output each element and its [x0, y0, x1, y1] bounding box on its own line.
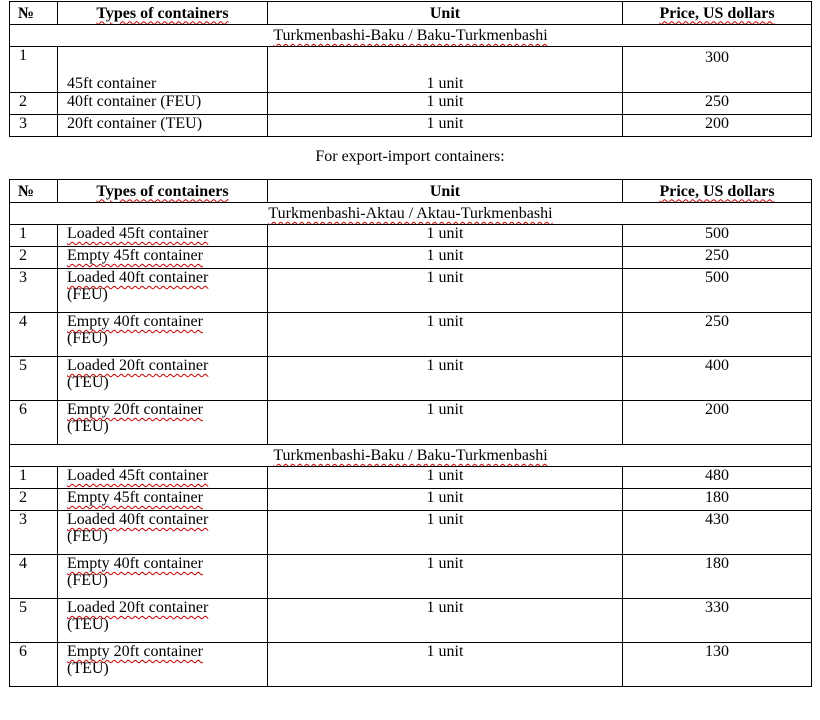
row-type: Empty 45ft container: [58, 489, 268, 511]
header-price: Price, US dollars: [623, 180, 812, 203]
row-price: 250: [623, 247, 812, 269]
section-title: Turkmenbashi-Baku / Baku-Turkmenbashi: [10, 25, 812, 47]
row-unit: 1 unit: [268, 401, 623, 445]
row-unit: 1 unit: [268, 489, 623, 511]
header-price: Price, US dollars: [623, 2, 812, 25]
row-num: 3: [10, 115, 58, 137]
row-unit: 1 unit: [268, 357, 623, 401]
row-price: 300: [623, 47, 812, 93]
table-row: [10, 93, 812, 115]
row-unit: 1 unit: [268, 555, 623, 599]
section-title: Turkmenbashi-Aktau / Aktau-Turkmenbashi: [10, 203, 812, 225]
table-row: [10, 489, 812, 511]
row-price: 430: [623, 511, 812, 555]
row-price: 180: [623, 555, 812, 599]
row-price: 200: [623, 115, 812, 137]
caption-export-import: For export-import containers:: [315, 148, 505, 165]
section-row: [10, 25, 812, 47]
section-row: [10, 445, 812, 467]
row-type: Loaded 40ft container (FEU): [58, 269, 268, 313]
row-price: 200: [623, 401, 812, 445]
row-unit: 1 unit: [268, 599, 623, 643]
row-num: 4: [10, 313, 58, 357]
row-price: 500: [623, 269, 812, 313]
row-num: 5: [10, 357, 58, 401]
table-row: [10, 247, 812, 269]
section-title: Turkmenbashi-Baku / Baku-Turkmenbashi: [10, 445, 812, 467]
row-unit: 1 unit: [268, 115, 623, 137]
row-type: 20ft container (TEU): [58, 115, 268, 137]
header-type: Types of containers: [58, 2, 268, 25]
price-table-2: [9, 179, 812, 687]
row-type: Empty 40ft container (FEU): [58, 555, 268, 599]
row-unit: 1 unit: [268, 313, 623, 357]
table-row: [10, 225, 812, 247]
row-unit: 1 unit: [268, 47, 623, 93]
row-type: 45ft container: [58, 47, 268, 93]
row-num: 6: [10, 643, 58, 687]
row-price: 250: [623, 93, 812, 115]
row-price: 330: [623, 599, 812, 643]
table-row: [10, 269, 812, 313]
row-unit: 1 unit: [268, 225, 623, 247]
row-num: 2: [10, 93, 58, 115]
row-num: 1: [10, 225, 58, 247]
table-row: [10, 357, 812, 401]
row-num: 3: [10, 269, 58, 313]
header-unit: Unit: [268, 180, 623, 203]
table-row: [10, 599, 812, 643]
row-num: 6: [10, 401, 58, 445]
row-unit: 1 unit: [268, 93, 623, 115]
header-num: №: [10, 180, 58, 203]
row-price: 180: [623, 489, 812, 511]
section-row: [10, 203, 812, 225]
row-num: 5: [10, 599, 58, 643]
row-price: 400: [623, 357, 812, 401]
header-unit: Unit: [268, 2, 623, 25]
table-header-row: [10, 2, 812, 25]
row-type: Loaded 45ft container: [58, 225, 268, 247]
row-unit: 1 unit: [268, 269, 623, 313]
row-type: Empty 20ft container (TEU): [58, 401, 268, 445]
header-type: Types of containers: [58, 180, 268, 203]
row-num: 1: [10, 467, 58, 489]
row-num: 2: [10, 489, 58, 511]
row-type: Empty 20ft container (TEU): [58, 643, 268, 687]
table-header-row: [10, 180, 812, 203]
table-row: [10, 401, 812, 445]
row-price: 130: [623, 643, 812, 687]
row-type: Loaded 45ft container: [58, 467, 268, 489]
row-unit: 1 unit: [268, 467, 623, 489]
row-type: Empty 40ft container (FEU): [58, 313, 268, 357]
row-price: 250: [623, 313, 812, 357]
row-unit: 1 unit: [268, 643, 623, 687]
table-row: [10, 467, 812, 489]
table-row: [10, 115, 812, 137]
row-type: 40ft container (FEU): [58, 93, 268, 115]
table-row: [10, 643, 812, 687]
row-price: 480: [623, 467, 812, 489]
row-num: 3: [10, 511, 58, 555]
row-price: 500: [623, 225, 812, 247]
table-row: [10, 313, 812, 357]
row-unit: 1 unit: [268, 247, 623, 269]
header-num: №: [10, 2, 58, 25]
row-num: 4: [10, 555, 58, 599]
row-num: 1: [10, 47, 58, 93]
row-type: Loaded 20ft container (TEU): [58, 357, 268, 401]
table-row: [10, 555, 812, 599]
row-num: 2: [10, 247, 58, 269]
price-table-1: [9, 1, 812, 137]
row-unit: 1 unit: [268, 511, 623, 555]
row-type: Loaded 20ft container (TEU): [58, 599, 268, 643]
row-type: Empty 45ft container: [58, 247, 268, 269]
row-type: Loaded 40ft container (FEU): [58, 511, 268, 555]
table-row: [10, 511, 812, 555]
table-row: [10, 47, 812, 93]
